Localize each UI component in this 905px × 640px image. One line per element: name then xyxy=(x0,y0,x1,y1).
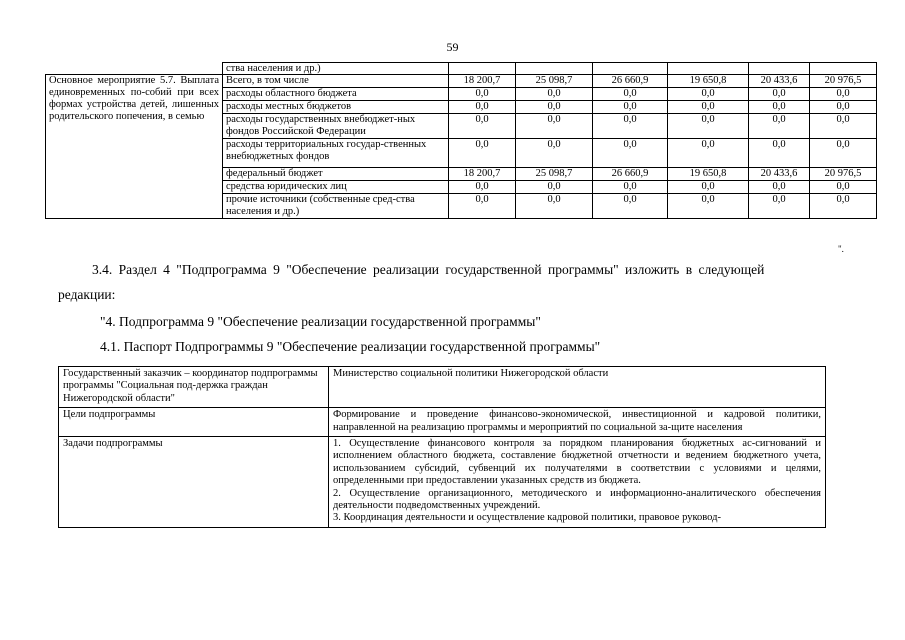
passport-left-cell: Задачи подпрограммы xyxy=(59,437,329,528)
row-label: прочие источники (собственные сред-ства населения и др.) xyxy=(223,194,449,219)
value-cell: 0,0 xyxy=(593,139,668,168)
value-cell: 0,0 xyxy=(449,88,516,101)
value-cell: 0,0 xyxy=(810,139,877,168)
passport-heading: 4.1. Паспорт Подпрограммы 9 "Обеспечение реализации государственной программы" xyxy=(100,339,601,354)
row-label: расходы государственных внебюджет-ных фондов Российской Федерации xyxy=(223,114,449,139)
passport-left-cell: Цели подпрограммы xyxy=(59,408,329,437)
value-cell: 0,0 xyxy=(516,194,593,219)
passport-left-cell: Государственный заказчик – координатор подпрограммы программы "Социальная под-держка граждан Нижегородской области" xyxy=(59,367,329,408)
value-cell: 0,0 xyxy=(449,139,516,168)
event-label-cell: Основное мероприятие 5.7. Выплата единовременных по-собий при всех формах устройства детей, лишенных родительского попечения, в семью xyxy=(46,75,223,219)
funding-table xyxy=(45,62,877,219)
value-cell: 0,0 xyxy=(593,181,668,194)
value-cell: 25 098,7 xyxy=(516,168,593,181)
table-row xyxy=(59,367,826,408)
passport-right-cell: Формирование и проведение финансово-экономической, инвестиционной и кадровой политики, направленной на реализацию программы и мероприятий по социальной за-щите населения xyxy=(329,408,826,437)
value-cell: 0,0 xyxy=(449,101,516,114)
value-cell: 0,0 xyxy=(810,101,877,114)
value-cell: 0,0 xyxy=(516,101,593,114)
value-cell: 18 200,7 xyxy=(449,168,516,181)
value-cell: 0,0 xyxy=(668,114,749,139)
value-cell: 20 433,6 xyxy=(749,75,810,88)
value-cell: 19 650,8 xyxy=(668,75,749,88)
value-cell: 20 976,5 xyxy=(810,168,877,181)
closing-quote-mark: ". xyxy=(838,244,844,254)
page-number: 59 xyxy=(446,40,459,54)
value-cell: 0,0 xyxy=(593,194,668,219)
row-label: средства юридических лиц xyxy=(223,181,449,194)
carry-over-cell: ства населения и др.) xyxy=(223,63,449,75)
value-cell: 0,0 xyxy=(668,101,749,114)
value-cell: 0,0 xyxy=(593,101,668,114)
value-cell: 0,0 xyxy=(668,194,749,219)
paragraph-3-4: 3.4. Раздел 4 "Подпрограмма 9 "Обеспечение реализации государственной программы" изложить в следующей xyxy=(92,262,765,277)
value-cell: 0,0 xyxy=(516,181,593,194)
value-cell: 0,0 xyxy=(810,88,877,101)
value-cell: 0,0 xyxy=(668,181,749,194)
table-row xyxy=(59,408,826,437)
value-cell: 0,0 xyxy=(516,114,593,139)
value-cell: 0,0 xyxy=(749,181,810,194)
value-cell: 20 433,6 xyxy=(749,168,810,181)
task-item: 2. Осуществление организационного, методического и информационно-аналитического обеспечения деятельности подведомственных учреждений. xyxy=(333,487,821,512)
value-cell: 0,0 xyxy=(749,114,810,139)
value-cell: 18 200,7 xyxy=(449,75,516,88)
passport-table xyxy=(58,366,826,528)
subprogram-heading: "4. Подпрограмма 9 "Обеспечение реализации государственной программы" xyxy=(100,314,541,329)
value-cell: 0,0 xyxy=(516,139,593,168)
value-cell: 0,0 xyxy=(449,181,516,194)
value-cell: 0,0 xyxy=(593,114,668,139)
value-cell: 0,0 xyxy=(449,114,516,139)
passport-right-cell xyxy=(329,437,826,528)
row-label: расходы местных бюджетов xyxy=(223,101,449,114)
value-cell: 20 976,5 xyxy=(810,75,877,88)
value-cell: 0,0 xyxy=(668,139,749,168)
row-label: Всего, в том числе xyxy=(223,75,449,88)
table-row xyxy=(59,437,826,528)
value-cell: 0,0 xyxy=(810,114,877,139)
value-cell: 0,0 xyxy=(668,88,749,101)
value-cell: 0,0 xyxy=(749,88,810,101)
value-cell: 26 660,9 xyxy=(593,168,668,181)
value-cell: 19 650,8 xyxy=(668,168,749,181)
paragraph-3-4-continuation: редакции: xyxy=(58,287,116,302)
passport-right-cell: Министерство социальной политики Нижегородской области xyxy=(329,367,826,408)
task-item: 3. Координация деятельности и осуществление кадровой политики, правовое руковод- xyxy=(333,512,721,524)
table-row xyxy=(46,75,877,88)
value-cell: 0,0 xyxy=(749,139,810,168)
task-item: 1. Осуществление финансового контроля за порядком планирования бюджетных ас-сигнований и исполнением областного бюджета, составление бюджетной отчетности и ведением бюджетного учета, использованием субсидий, субвенций их получателями в соответствии с условиями и целями, определенными при предоставлении указанных средств из бюджета. xyxy=(333,438,821,487)
row-label: федеральный бюджет xyxy=(223,168,449,181)
value-cell: 25 098,7 xyxy=(516,75,593,88)
row-label: расходы территориальных государ-ственных внебюджетных фондов xyxy=(223,139,449,168)
value-cell: 0,0 xyxy=(810,181,877,194)
value-cell: 0,0 xyxy=(749,194,810,219)
value-cell: 0,0 xyxy=(810,194,877,219)
value-cell: 0,0 xyxy=(516,88,593,101)
value-cell: 0,0 xyxy=(749,101,810,114)
value-cell: 26 660,9 xyxy=(593,75,668,88)
value-cell: 0,0 xyxy=(593,88,668,101)
table-row xyxy=(46,63,877,75)
row-label: расходы областного бюджета xyxy=(223,88,449,101)
value-cell: 0,0 xyxy=(449,194,516,219)
